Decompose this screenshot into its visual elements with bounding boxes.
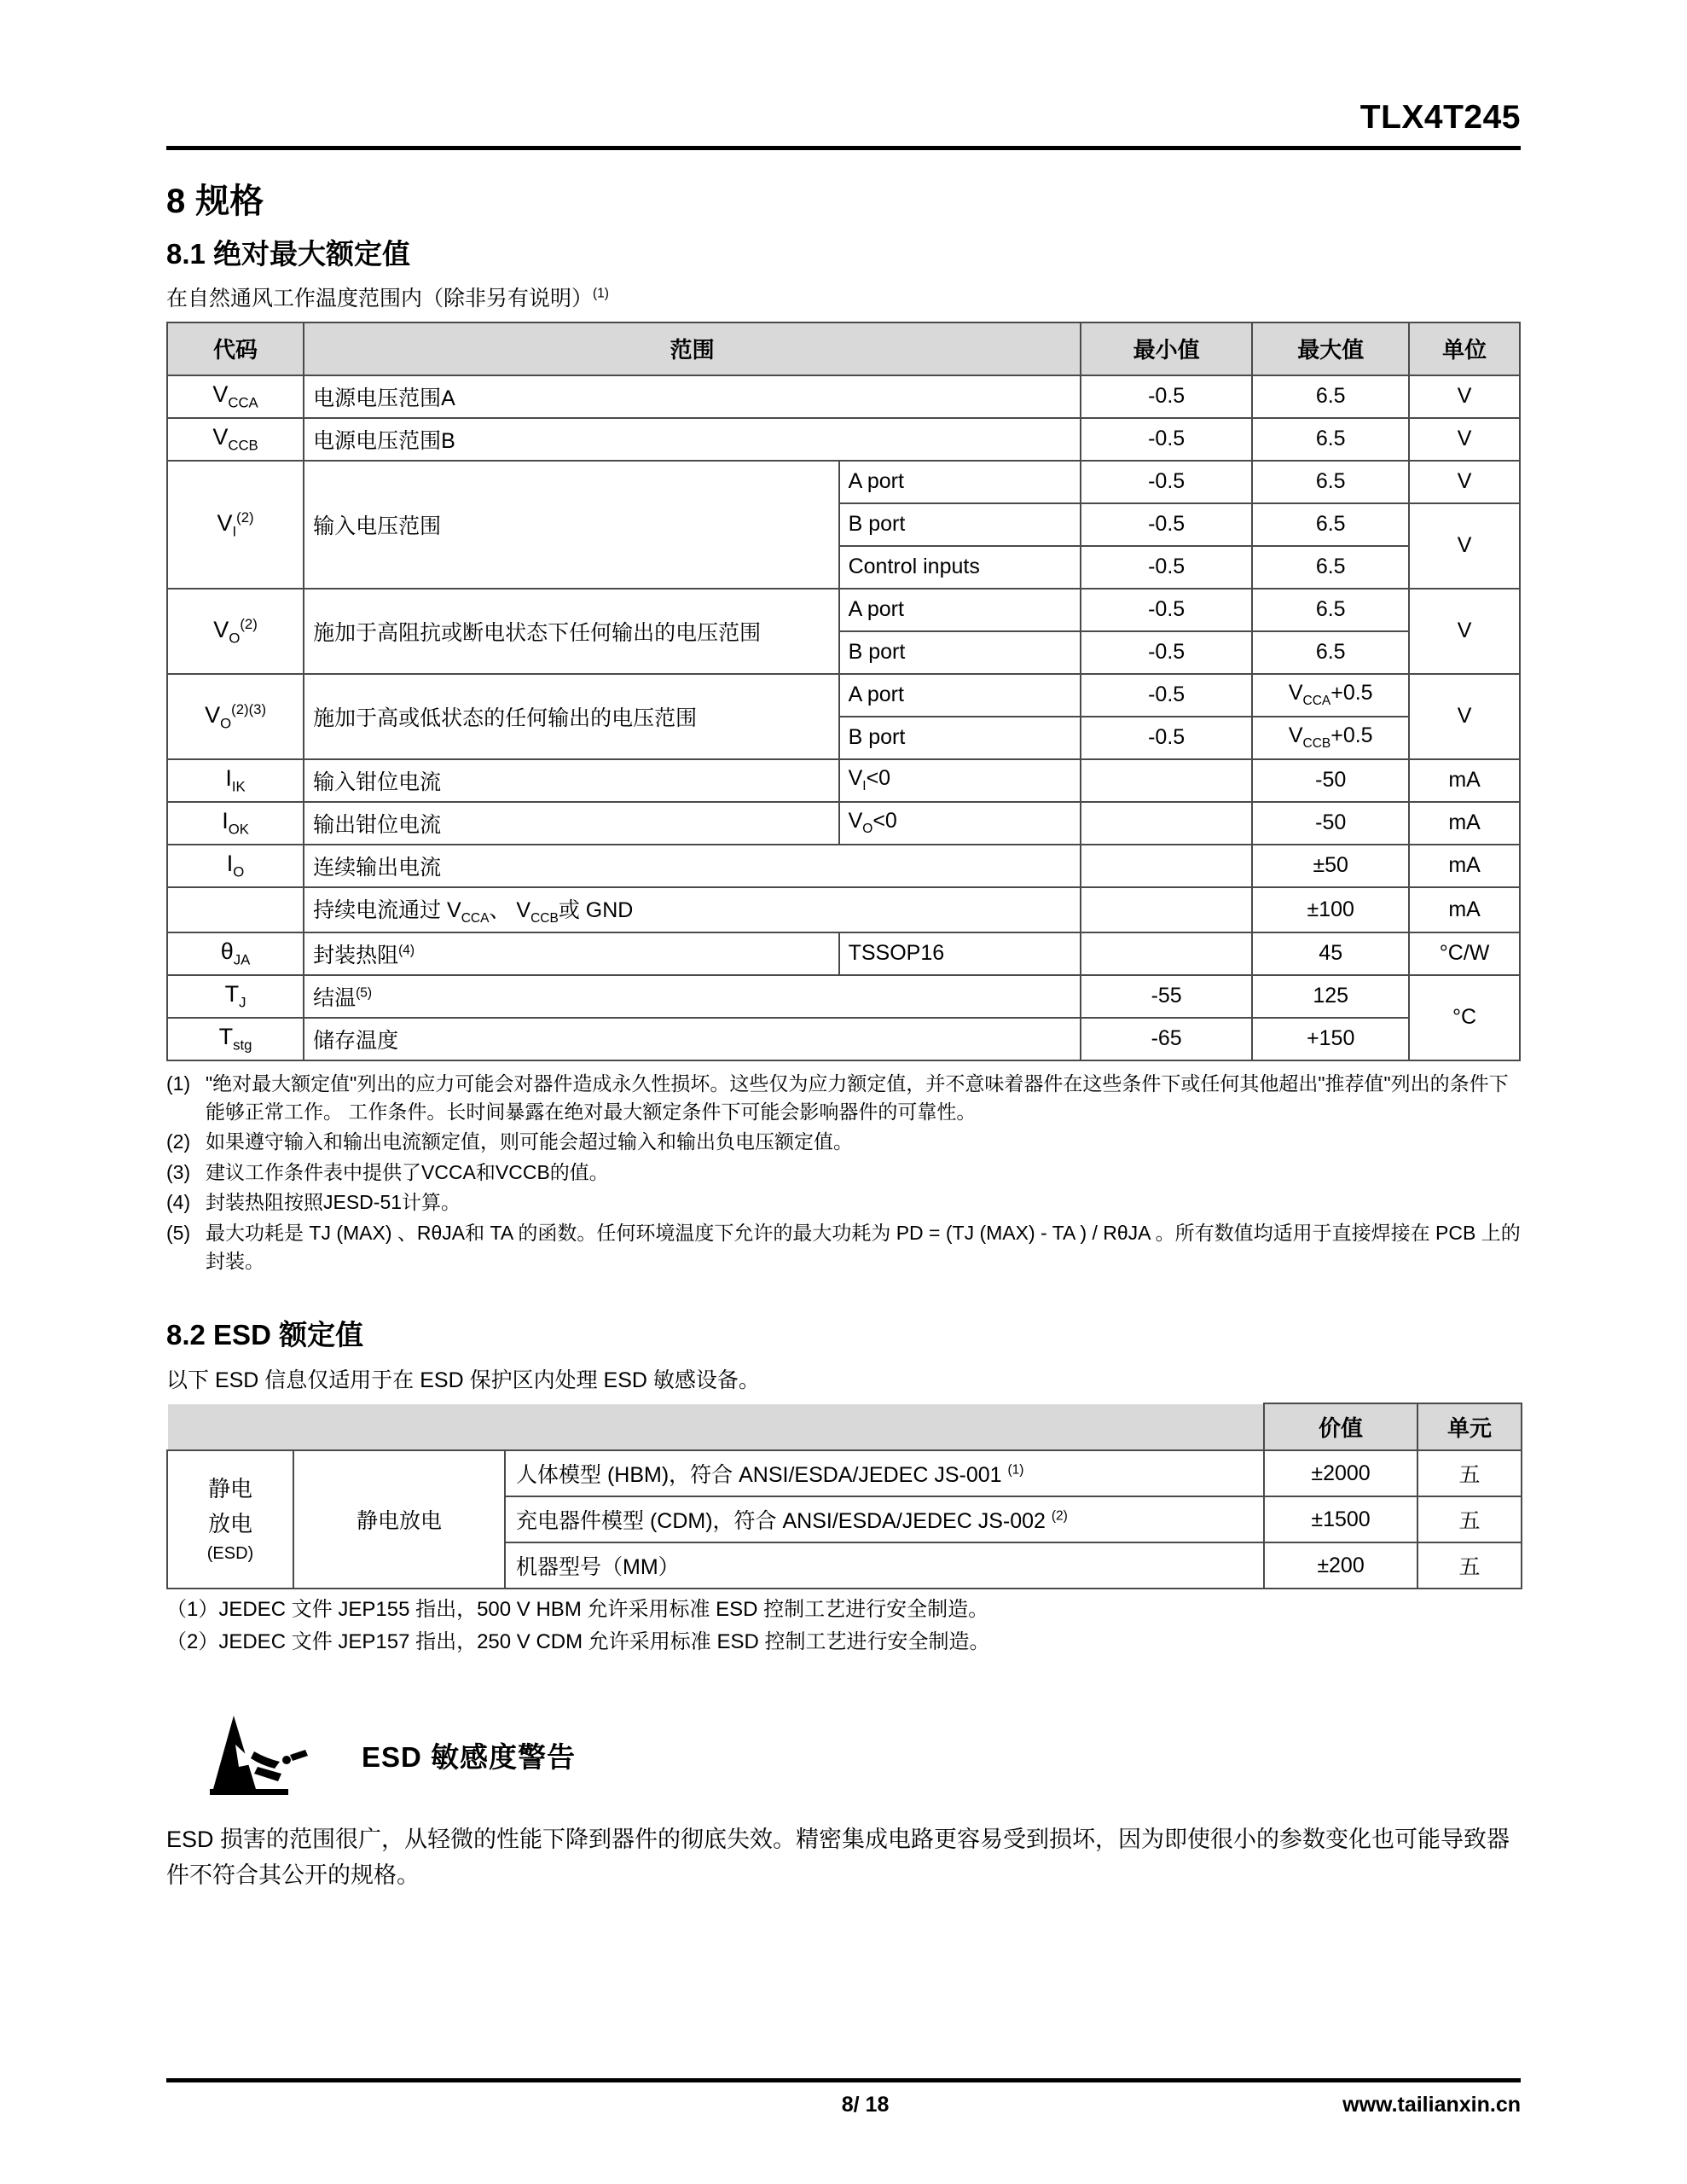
cell-min-tstg: -65 bbox=[1081, 1018, 1252, 1060]
cell-min-vcca: -0.5 bbox=[1081, 375, 1252, 418]
cell-min-vo-hiz-aport: -0.5 bbox=[1081, 589, 1252, 631]
section-heading-8-2 bbox=[166, 1320, 1521, 1350]
abs-max-intro bbox=[166, 285, 1521, 313]
table-row bbox=[167, 418, 1520, 461]
esd-intro: 以下 ESD 信息仅适用于在 ESD 保护区内处理 ESD 敏感设备。 bbox=[166, 1368, 760, 1392]
cell-max-vo-hiz-bport: 6.5 bbox=[1252, 631, 1409, 674]
table-row bbox=[167, 674, 1520, 717]
cell-max-vo-state-aport: $V_{CCA}+0.5$ bbox=[1252, 674, 1409, 717]
cell-unit-continuous: mA bbox=[1409, 887, 1520, 932]
header-divider bbox=[166, 146, 1521, 150]
cell-desc-theta-ja: 封装热阻$^{(4)}$ bbox=[304, 932, 838, 975]
esd-warning-block bbox=[166, 1711, 1521, 1800]
cell-code-tj: $T_J$ bbox=[167, 975, 304, 1018]
cell-code-continuous bbox=[167, 887, 304, 932]
cell-cond-vi-control: Control inputs bbox=[839, 546, 1081, 589]
esd-ratings-table bbox=[166, 1403, 1522, 1589]
footnote-text: 最大功耗是 TJ (MAX) 、RθJA和 TA 的函数。任何环境温度下允许的最大功耗为 PD = (TJ (MAX) - TA ) / RθJA 。所有数值均适用于直接焊接在 PCB 上的封装。 bbox=[206, 1221, 1521, 1272]
cell-min-theta-ja bbox=[1081, 932, 1252, 975]
table-row bbox=[167, 845, 1520, 887]
cell-unit-vccb: V bbox=[1409, 418, 1520, 461]
cell-cond-vo-hiz-aport: A port bbox=[839, 589, 1081, 631]
col-header-max: 最大值 bbox=[1252, 322, 1409, 375]
footnote-marker: (5) bbox=[166, 1221, 191, 1244]
cell-esd-unit-hbm: 五 bbox=[1417, 1450, 1522, 1496]
cell-min-tj: -55 bbox=[1081, 975, 1252, 1018]
cell-max-vo-hiz-aport: 6.5 bbox=[1252, 589, 1409, 631]
footnote-text: 封装热阻按照JESD-51计算。 bbox=[206, 1191, 461, 1214]
cell-max-iik: -50 bbox=[1252, 759, 1409, 802]
cell-code-io: $I_O$ bbox=[167, 845, 304, 887]
esd-footnote-1: （1）JEDEC 文件 JEP155 指出，500 V HBM 允许采用标准 ESD 控制工艺进行安全制造。 bbox=[166, 1598, 989, 1621]
cell-esd-value-cdm: ±1500 bbox=[1264, 1496, 1417, 1542]
cell-unit-theta-ja: °C/W bbox=[1409, 932, 1520, 975]
col-header-unit: 单位 bbox=[1409, 322, 1520, 375]
cell-max-vi-aport: 6.5 bbox=[1252, 461, 1409, 503]
cell-max-vccb: 6.5 bbox=[1252, 418, 1409, 461]
cell-min-vo-hiz-bport: -0.5 bbox=[1081, 631, 1252, 674]
cell-cond-vo-state-aport: A port bbox=[839, 674, 1081, 717]
footnote-marker: (2) bbox=[166, 1130, 191, 1153]
footnote-item bbox=[166, 1219, 1521, 1276]
cell-min-vi-bport: -0.5 bbox=[1081, 503, 1252, 546]
esd-warning-body: ESD 损害的范围很广，从轻微的性能下降到器件的彻底失效。精密集成电路更容易受到损坏，因为即使很小的参数变化也可能导致器件不符合其公开的规格。 bbox=[166, 1827, 1510, 1888]
col-header-code: 代码 bbox=[167, 322, 304, 375]
footnote-item bbox=[166, 1159, 1521, 1187]
footnote-marker: (4) bbox=[166, 1191, 191, 1214]
cell-min-iik bbox=[1081, 759, 1252, 802]
footer-divider bbox=[166, 2078, 1521, 2082]
cell-desc-tj: 结温$^{(5)}$ bbox=[304, 975, 1081, 1018]
cell-desc-vccb: 电源电压范围B bbox=[304, 418, 1081, 461]
abs-max-intro-text: 在自然通风工作温度范围内（除非另有说明） bbox=[166, 287, 594, 311]
col-header-unit: 单元 bbox=[1417, 1403, 1522, 1450]
table-header-row bbox=[167, 322, 1520, 375]
section-heading-8 bbox=[166, 183, 1521, 220]
cell-max-tstg: +150 bbox=[1252, 1018, 1409, 1060]
cell-unit-vcca: V bbox=[1409, 375, 1520, 418]
table-row bbox=[167, 589, 1520, 631]
page-footer bbox=[166, 2078, 1521, 2117]
table-row bbox=[167, 975, 1520, 1018]
esd-label-line2: 放电 bbox=[207, 1510, 252, 1536]
cell-cond-vo-hiz-bport: B port bbox=[839, 631, 1081, 674]
footnote-text: 如果遵守输入和输出电流额定值，则可能会超过输入和输出负电压额定值。 bbox=[206, 1130, 853, 1153]
section-number-8: 8 bbox=[166, 183, 186, 220]
footnote-marker: (1) bbox=[166, 1072, 191, 1095]
cell-cond-theta-ja: TSSOP16 bbox=[839, 932, 1081, 975]
cell-max-theta-ja: 45 bbox=[1252, 932, 1409, 975]
cell-esd-unit-mm: 五 bbox=[1417, 1542, 1522, 1589]
cell-unit-vo-state: V bbox=[1409, 674, 1520, 759]
cell-max-iok: -50 bbox=[1252, 802, 1409, 845]
cell-code-vi: $V_I^{(2)}$ bbox=[167, 461, 304, 589]
page-header bbox=[166, 0, 1521, 150]
esd-label-line3: (ESD) bbox=[206, 1543, 254, 1563]
document-part-number: TLX4T245 bbox=[1359, 99, 1521, 136]
cell-max-io: ±50 bbox=[1252, 845, 1409, 887]
cell-min-vo-state-aport: -0.5 bbox=[1081, 674, 1252, 717]
cell-max-vcca: 6.5 bbox=[1252, 375, 1409, 418]
cell-min-io bbox=[1081, 845, 1252, 887]
esd-footnote-2: （2）JEDEC 文件 JEP157 指出，250 V CDM 允许采用标准 ESD 控制工艺进行安全制造。 bbox=[166, 1630, 990, 1653]
cell-cond-vi-aport: A port bbox=[839, 461, 1081, 503]
section-number-8-1: 8.1 bbox=[166, 238, 206, 270]
footnote-item bbox=[166, 1070, 1521, 1127]
cell-esd-desc-cdm: 充电器件模型 (CDM)，符合 ANSI/ESDA/JEDEC JS-002 $^{(2)}$ bbox=[505, 1496, 1264, 1542]
cell-min-iok bbox=[1081, 802, 1252, 845]
table-row bbox=[167, 461, 1520, 503]
cell-unit-iik: mA bbox=[1409, 759, 1520, 802]
cell-esd-value-mm: ±200 bbox=[1264, 1542, 1417, 1589]
footnote-text: 建议工作条件表中提供了VCCA和VCCB的值。 bbox=[206, 1160, 609, 1183]
col-header-value: 价值 bbox=[1264, 1403, 1417, 1450]
page-number: 8/ 18 bbox=[841, 2093, 890, 2117]
cell-esd-desc-mm: 机器型号（MM） bbox=[505, 1542, 1264, 1589]
col-header-min: 最小值 bbox=[1081, 322, 1252, 375]
cell-desc-vcca: 电源电压范围A bbox=[304, 375, 1081, 418]
cell-desc-io: 连续输出电流 bbox=[304, 845, 1081, 887]
footnote-marker: (3) bbox=[166, 1160, 191, 1183]
cell-cond-iik: $V_I<0$ bbox=[839, 759, 1081, 802]
table-row bbox=[167, 802, 1520, 845]
cell-cond-vo-state-bport: B port bbox=[839, 717, 1081, 759]
footer-website-url: www.tailianxin.cn bbox=[1342, 2093, 1521, 2117]
cell-desc-vo-hiz: 施加于高阻抗或断电状态下任何输出的电压范围 bbox=[304, 589, 838, 674]
abs-max-footnotes bbox=[166, 1070, 1521, 1275]
cell-esd-label-mid: 静电放电 bbox=[293, 1450, 505, 1589]
section-heading-8-1 bbox=[166, 239, 1521, 270]
cell-min-vccb: -0.5 bbox=[1081, 418, 1252, 461]
abs-max-intro-footnote-ref: (1) bbox=[593, 286, 609, 301]
cell-min-continuous bbox=[1081, 887, 1252, 932]
table-row bbox=[167, 1450, 1522, 1496]
cell-max-continuous: ±100 bbox=[1252, 887, 1409, 932]
cell-code-vo-hiz: $V_O^{(2)}$ bbox=[167, 589, 304, 674]
cell-max-tj: 125 bbox=[1252, 975, 1409, 1018]
col-header-blank bbox=[167, 1403, 1264, 1450]
cell-min-vi-control: -0.5 bbox=[1081, 546, 1252, 589]
cell-desc-iik: 输入钳位电流 bbox=[304, 759, 838, 802]
cell-unit-vi-group: V bbox=[1409, 503, 1520, 589]
cell-desc-continuous: 持续电流通过 $V_{CCA}$、 $V_{CCB}$或 GND bbox=[304, 887, 1081, 932]
cell-unit-io: mA bbox=[1409, 845, 1520, 887]
esd-hand-warning-icon bbox=[205, 1711, 333, 1800]
footnote-item bbox=[166, 1188, 1521, 1217]
cell-code-vcca: $V_{CCA}$ bbox=[167, 375, 304, 418]
table-row bbox=[167, 932, 1520, 975]
absolute-maximum-ratings-table bbox=[166, 322, 1521, 1061]
section-number-8-2: 8.2 bbox=[166, 1319, 206, 1351]
section-title-8-1: 绝对最大额定值 bbox=[213, 238, 411, 270]
cell-code-tstg: $T_{stg}$ bbox=[167, 1018, 304, 1060]
cell-esd-desc-hbm: 人体模型 (HBM)，符合 ANSI/ESDA/JEDEC JS-001 $^{(1)}$ bbox=[505, 1450, 1264, 1496]
cell-unit-vo-hiz: V bbox=[1409, 589, 1520, 674]
esd-label-line1: 静电 bbox=[207, 1476, 252, 1502]
cell-code-theta-ja: $\theta_{JA}$ bbox=[167, 932, 304, 975]
section-title-8-2: ESD 额定值 bbox=[213, 1319, 364, 1351]
cell-unit-iok: mA bbox=[1409, 802, 1520, 845]
cell-max-vo-state-bport: $V_{CCB}+0.5$ bbox=[1252, 717, 1409, 759]
table-row bbox=[167, 887, 1520, 932]
cell-min-vo-state-bport: -0.5 bbox=[1081, 717, 1252, 759]
cell-cond-vi-bport: B port bbox=[839, 503, 1081, 546]
table-row bbox=[167, 375, 1520, 418]
cell-max-vi-control: 6.5 bbox=[1252, 546, 1409, 589]
cell-unit-temperature: °C bbox=[1409, 975, 1520, 1060]
cell-code-iik: $I_{IK}$ bbox=[167, 759, 304, 802]
cell-desc-iok: 输出钳位电流 bbox=[304, 802, 838, 845]
cell-code-vccb: $V_{CCB}$ bbox=[167, 418, 304, 461]
cell-esd-label bbox=[167, 1450, 293, 1589]
cell-max-vi-bport: 6.5 bbox=[1252, 503, 1409, 546]
cell-code-vo-state: $V_O^{(2)(3)}$ bbox=[167, 674, 304, 759]
footnote-item bbox=[166, 1128, 1521, 1156]
cell-desc-vo-state: 施加于高或低状态的任何输出的电压范围 bbox=[304, 674, 838, 759]
cell-esd-value-hbm: ±2000 bbox=[1264, 1450, 1417, 1496]
cell-code-iok: $I_{OK}$ bbox=[167, 802, 304, 845]
footnote-text: "绝对最大额定值"列出的应力可能会对器件造成永久性损坏。这些仅为应力额定值，并不意味着器件在这些条件下或任何其他超出"推荐值"列出的条件下能够正常工作。 工作条件。长时间暴露在绝对最大额定条件下可能会影响器件的可靠性。 bbox=[206, 1072, 1509, 1124]
cell-min-vi-aport: -0.5 bbox=[1081, 461, 1252, 503]
cell-esd-unit-cdm: 五 bbox=[1417, 1496, 1522, 1542]
section-title-8: 规格 bbox=[195, 183, 264, 220]
table-row bbox=[167, 1018, 1520, 1060]
table-header-row bbox=[167, 1403, 1522, 1450]
col-header-range: 范围 bbox=[304, 322, 1081, 375]
cell-desc-vi: 输入电压范围 bbox=[304, 461, 838, 589]
esd-warning-title: ESD 敏感度警告 bbox=[362, 1741, 577, 1773]
cell-desc-tstg: 储存温度 bbox=[304, 1018, 1081, 1060]
table-row bbox=[167, 759, 1520, 802]
cell-cond-iok: $V_O<0$ bbox=[839, 802, 1081, 845]
cell-unit-vi-aport: V bbox=[1409, 461, 1520, 503]
